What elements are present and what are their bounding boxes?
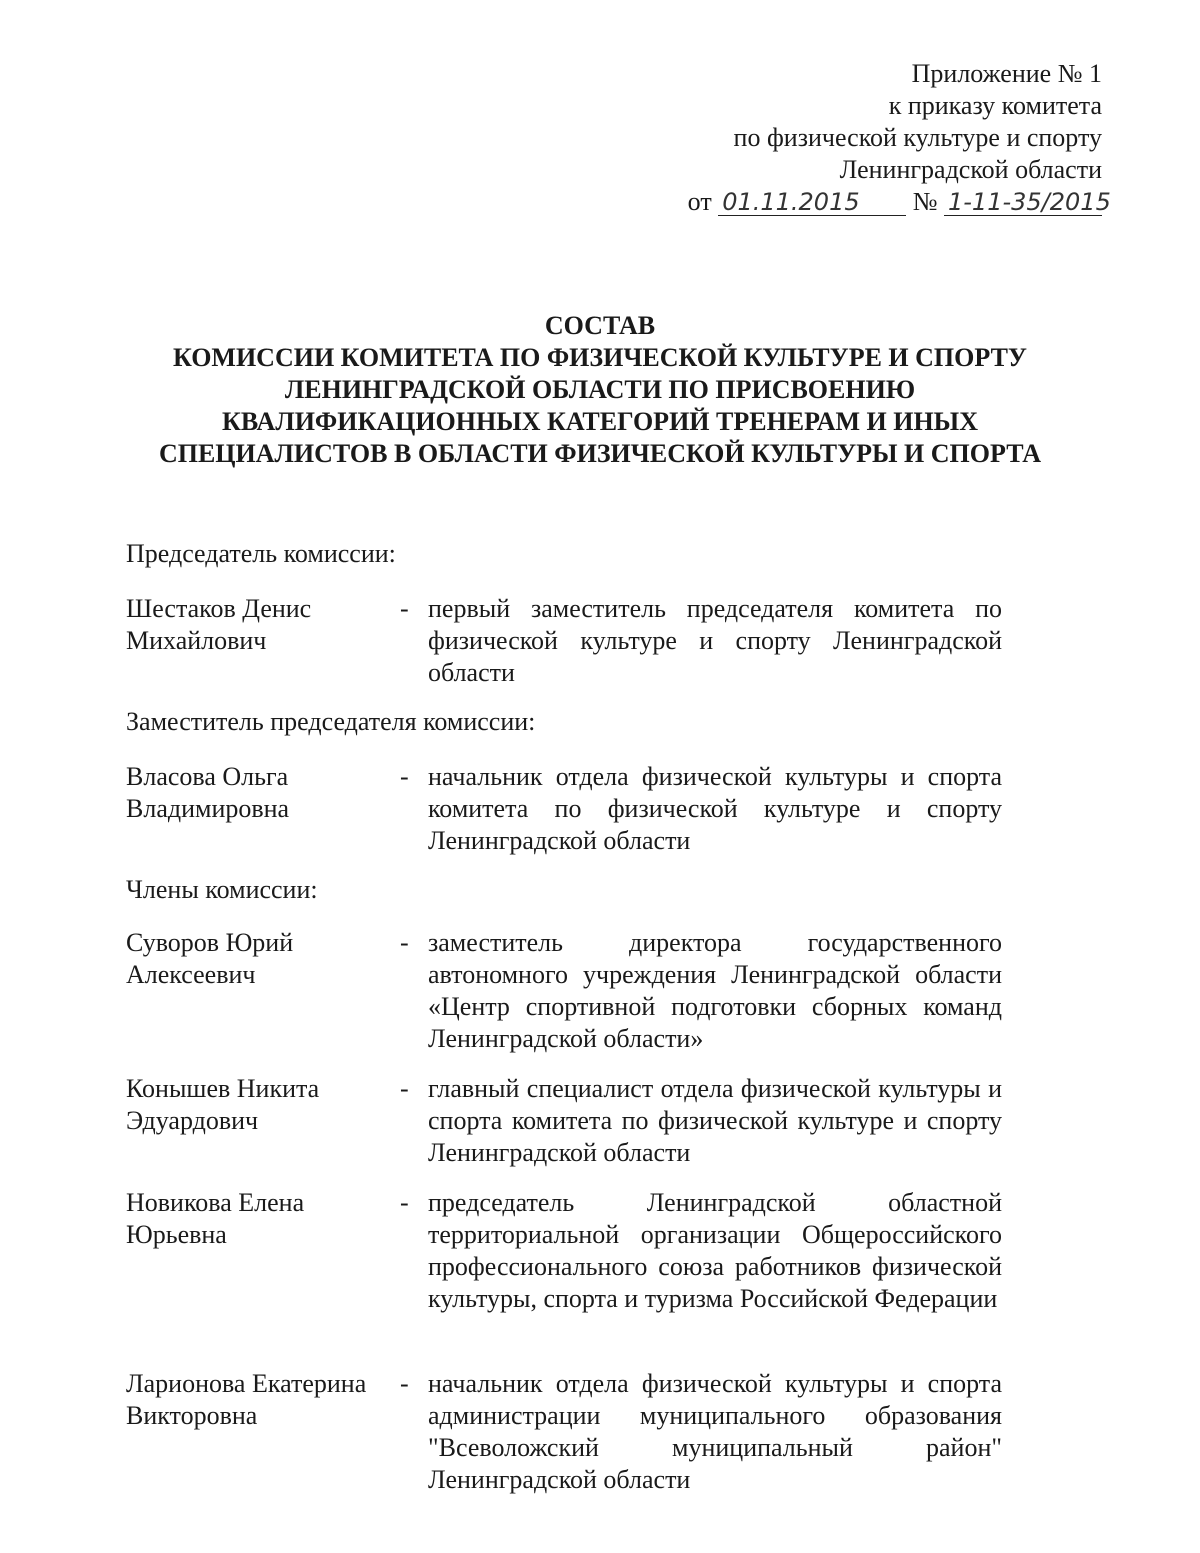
member-name: Новикова Елена Юрьевна xyxy=(126,1188,305,1249)
separator-dash: - xyxy=(400,594,409,623)
title-line: СОСТАВ xyxy=(544,311,656,340)
chairman-label: Председатель комиссии: xyxy=(126,539,396,568)
document-title xyxy=(100,310,1100,470)
handwritten-date: 01.11.2015 xyxy=(718,189,906,216)
members-label: Члены комиссии: xyxy=(126,875,318,904)
member-name: Ларионова Екатерина Викторовна xyxy=(126,1369,367,1430)
appendix-block xyxy=(687,58,1111,218)
member-position: главный специалист отдела физической культуры и спорта комитета по физической культуре и спорту Ленинградской области xyxy=(428,1074,1002,1167)
from-label: от xyxy=(687,187,712,216)
title-line: ЛЕНИНГРАДСКОЙ ОБЛАСТИ ПО ПРИСВОЕНИЮ xyxy=(284,375,916,404)
appendix-line: Ленинградской области xyxy=(839,155,1102,184)
title-line: СПЕЦИАЛИСТОВ В ОБЛАСТИ ФИЗИЧЕСКОЙ КУЛЬТУРЫ И СПОРТА xyxy=(158,439,1042,468)
member-position: начальник отдела физической культуры и спорта администрации муниципального образования "Всеволожский муниципальный район" Ленинградской области xyxy=(428,1369,1002,1494)
number-label: № xyxy=(912,187,938,216)
separator-dash: - xyxy=(400,928,409,957)
separator-dash: - xyxy=(400,1074,409,1103)
separator-dash: - xyxy=(400,762,409,791)
handwritten-number: 1-11-35/2015 xyxy=(944,189,1102,216)
separator-dash: - xyxy=(400,1369,409,1398)
separator-dash: - xyxy=(400,1188,409,1217)
order-reference xyxy=(687,186,1111,218)
member-position: председатель Ленинградской областной территориальной организации Общероссийского профессионального союза работников физической культуры, спорта и туризма Российской Федерации xyxy=(428,1188,1002,1313)
title-line: КОМИССИИ КОМИТЕТА ПО ФИЗИЧЕСКОЙ КУЛЬТУРЕ И СПОРТУ xyxy=(172,343,1027,372)
member-name: Конышев Никита Эдуардович xyxy=(126,1074,320,1135)
member-position: начальник отдела физической культуры и спорта комитета по физической культуре и спорту Ленинградской области xyxy=(428,762,1002,855)
appendix-line: Приложение № 1 xyxy=(911,59,1102,88)
member-position: заместитель директора государственного автономного учреждения Ленинградской области «Центр спортивной подготовки сборных команд Ленинградской области» xyxy=(428,928,1002,1053)
member-name: Власова Ольга Владимировна xyxy=(126,762,290,823)
member-name: Шестаков Денис Михайлович xyxy=(126,594,312,655)
appendix-line: к приказу комитета xyxy=(888,91,1102,120)
member-name: Суворов Юрий Алексеевич xyxy=(126,928,294,989)
title-line: КВАЛИФИКАЦИОННЫХ КАТЕГОРИЙ ТРЕНЕРАМ И ИНЫХ xyxy=(222,407,978,436)
member-position: первый заместитель председателя комитета по физической культуре и спорту Ленинградской области xyxy=(428,594,1002,687)
vice-chairman-label: Заместитель председателя комиссии: xyxy=(126,707,536,736)
appendix-line: по физической культуре и спорту xyxy=(733,123,1102,152)
